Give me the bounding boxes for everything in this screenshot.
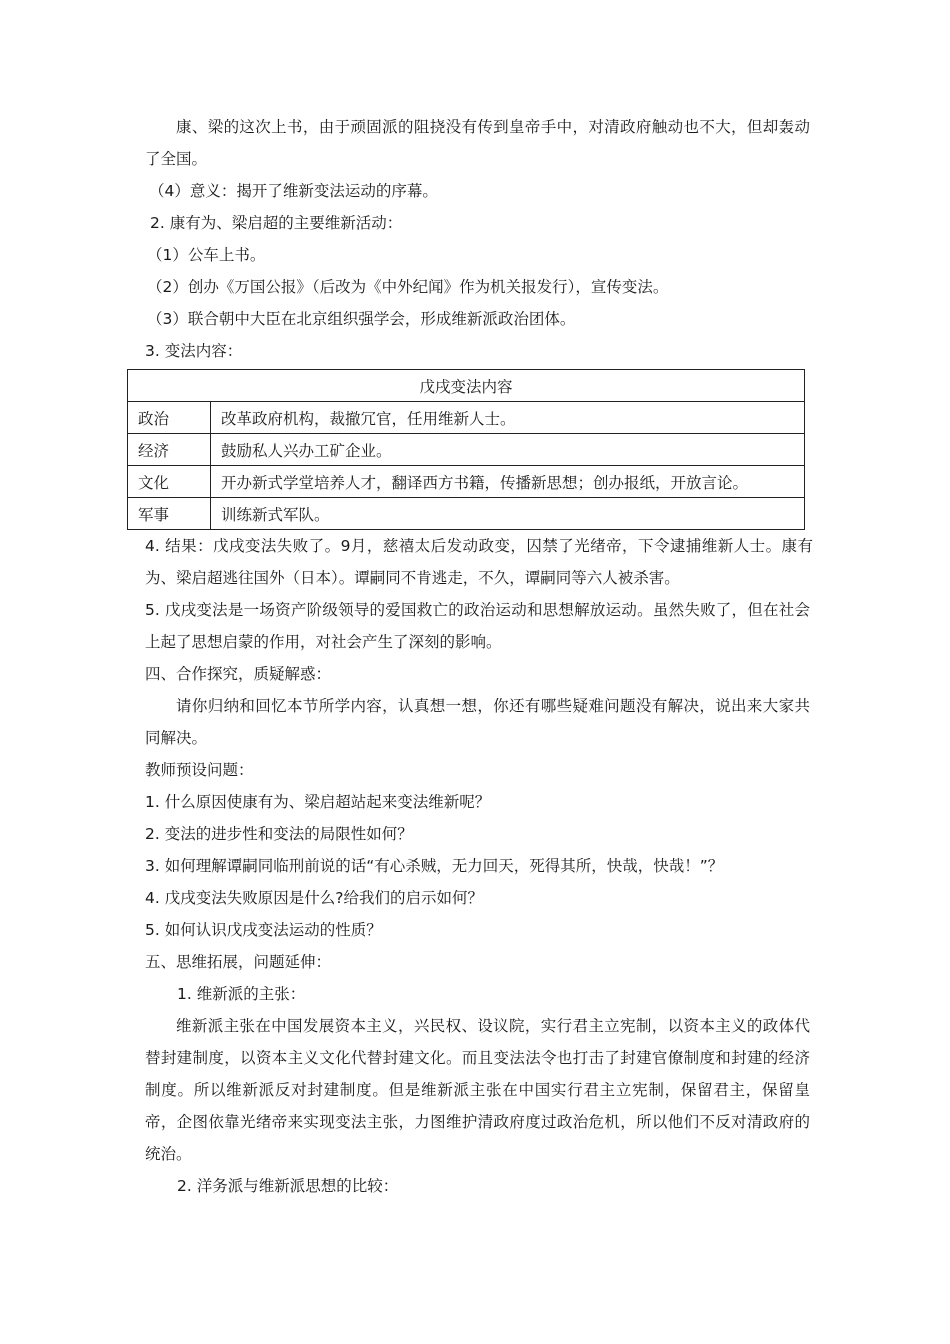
subheading-comparison: 2. 洋务派与维新派思想的比较： <box>177 1177 399 1195</box>
paragraph-activity-1: （1）公车上书。 <box>147 246 266 264</box>
question-4: 4. 戊戌变法失败原因是什么?给我们的启示如何？ <box>145 889 483 907</box>
paragraph-reformist-views: 维新派主张在中国发展资本主义，兴民权、设议院，实行君主立宪制，以资本主义的政体代替封建制度，以资本主义文化代替封建文化。而且变法法令也打击了封建官僚制度和封建的经济制度。所以维新派反对封建制度。但是维新派主张在中国实行君主立宪制，保留君主，保留皇帝，企图依靠光绪帝来实现变法主张，力图维护清政府度过政治危机，所以他们不反对清政府的统治。 <box>145 1017 810 1163</box>
paragraph-result: 4. 结果：戊戌变法失败了。9月，慈禧太后发动政变，囚禁了光绪帝，下令逮捕维新人士。康有为、梁启超逃往国外（日本）。谭嗣同不肯逃走，不久，谭嗣同等六人被杀害。 <box>145 537 813 587</box>
paragraph-teacher-questions: 教师预设问题： <box>145 761 254 779</box>
section-heading-5: 五、思维拓展，问题延伸： <box>145 953 332 971</box>
paragraph-significance: （4）意义：揭开了维新变法运动的序幕。 <box>149 182 438 200</box>
section-heading-4: 四、合作探究，质疑解惑： <box>145 665 332 683</box>
table-cell-content: 鼓励私人兴办工矿企业。 <box>211 434 805 466</box>
table-row <box>128 402 805 434</box>
table-row <box>128 466 805 498</box>
table-cell-content: 开办新式学堂培养人才，翻译西方书籍，传播新思想；创办报纸，开放言论。 <box>211 466 805 498</box>
table-cell-category: 经济 <box>128 434 211 466</box>
table-cell-content: 训练新式军队。 <box>211 498 805 530</box>
paragraph-shangshu-effect: 康、梁的这次上书，由于顽固派的阻挠没有传到皇帝手中，对清政府触动也不大，但却轰动了全国。 <box>145 118 810 168</box>
paragraph-activity-3: （3）联合朝中大臣在北京组织强学会，形成维新派政治团体。 <box>147 310 576 328</box>
reform-content-table <box>127 369 805 530</box>
question-3: 3. 如何理解谭嗣同临刑前说的话“有心杀贼，无力回天，死得其所，快哉，快哉！”？ <box>145 857 724 875</box>
question-5: 5. 如何认识戊戌变法运动的性质？ <box>145 921 382 939</box>
paragraph-activities-heading: 2. 康有为、梁启超的主要维新活动： <box>150 214 403 232</box>
paragraph-reform-content-heading: 3. 变法内容： <box>145 342 243 360</box>
question-2: 2. 变法的进步性和变法的局限性如何？ <box>145 825 413 843</box>
table-cell-category: 文化 <box>128 466 211 498</box>
subheading-reformist-views: 1. 维新派的主张： <box>177 985 306 1003</box>
table-row <box>128 498 805 530</box>
table-row <box>128 434 805 466</box>
table-cell-content: 改革政府机构，裁撤冗官，任用维新人士。 <box>211 402 805 434</box>
question-1: 1. 什么原因使康有为、梁启超站起来变法维新呢？ <box>145 793 491 811</box>
table-title-row <box>128 370 805 402</box>
table-title: 戊戌变法内容 <box>128 370 805 402</box>
paragraph-discussion: 请你归纳和回忆本节所学内容，认真想一想，你还有哪些疑难问题没有解决，说出来大家共同解决。 <box>145 697 810 747</box>
paragraph-nature: 5. 戊戌变法是一场资产阶级领导的爱国救亡的政治运动和思想解放运动。虽然失败了，但在社会上起了思想启蒙的作用，对社会产生了深刻的影响。 <box>145 601 810 651</box>
paragraph-activity-2: （2）创办《万国公报》（后改为《中外纪闻》作为机关报发行），宣传变法。 <box>147 278 669 296</box>
table-cell-category: 政治 <box>128 402 211 434</box>
table-cell-category: 军事 <box>128 498 211 530</box>
